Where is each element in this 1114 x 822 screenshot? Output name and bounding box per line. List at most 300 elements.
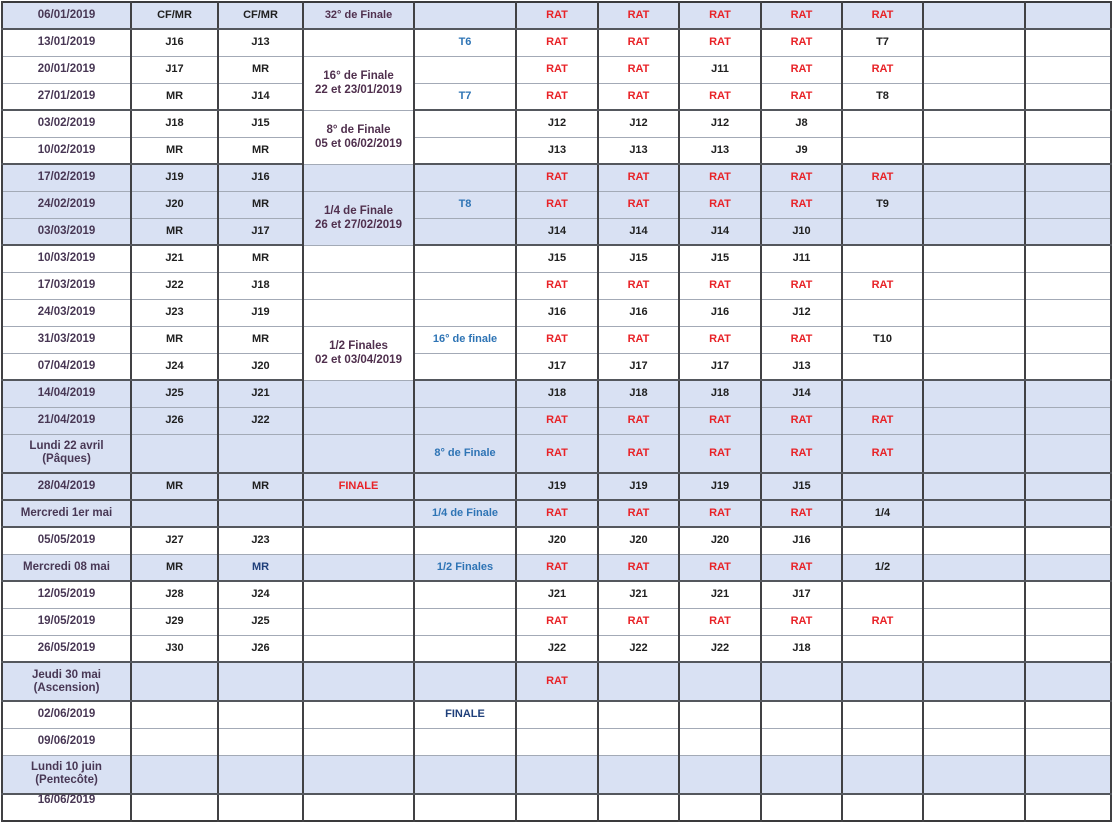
matchday-cell-2: MR <box>218 56 303 83</box>
matchday-cell-2: J17 <box>218 218 303 245</box>
value-cell: RAT <box>598 272 679 299</box>
cup-stage-cell <box>303 500 414 527</box>
cup-stage-cell <box>303 164 414 191</box>
value-cell <box>842 299 923 326</box>
empty-cell-2 <box>1025 407 1111 434</box>
stage-annotation-cell: T7 <box>414 83 516 110</box>
date-cell: 16/06/2019 <box>2 794 131 821</box>
matchday-cell-1: MR <box>131 326 218 353</box>
matchday-cell-2: J22 <box>218 407 303 434</box>
empty-cell-2 <box>1025 2 1111 29</box>
value-cell: RAT <box>598 434 679 473</box>
matchday-cell-2: J13 <box>218 29 303 56</box>
matchday-cell-2 <box>218 755 303 794</box>
cup-stage-cell <box>303 245 414 272</box>
value-cell: RAT <box>761 500 842 527</box>
stage-annotation-cell <box>414 299 516 326</box>
stage-annotation-cell <box>414 272 516 299</box>
value-cell: J13 <box>516 137 598 164</box>
value-cell <box>842 218 923 245</box>
date-cell: 21/04/2019 <box>2 407 131 434</box>
value-cell: J16 <box>761 527 842 554</box>
cup-stage-cell <box>303 794 414 821</box>
value-cell: RAT <box>679 326 761 353</box>
value-cell: RAT <box>761 272 842 299</box>
table-row <box>2 353 1111 380</box>
matchday-cell-1: MR <box>131 137 218 164</box>
season-calendar-table <box>1 1 1112 822</box>
matchday-cell-1 <box>131 794 218 821</box>
date-cell: 13/01/2019 <box>2 29 131 56</box>
value-cell: RAT <box>598 407 679 434</box>
value-cell: T9 <box>842 191 923 218</box>
stage-annotation-cell: FINALE <box>414 701 516 728</box>
stage-annotation-cell <box>414 110 516 137</box>
stage-annotation-cell <box>414 380 516 407</box>
date-cell: Lundi 10 juin (Pentecôte) <box>2 755 131 794</box>
value-cell: J17 <box>516 353 598 380</box>
value-cell: RAT <box>761 434 842 473</box>
value-cell <box>842 635 923 662</box>
matchday-cell-2: CF/MR <box>218 2 303 29</box>
value-cell: J11 <box>679 56 761 83</box>
empty-cell-2 <box>1025 272 1111 299</box>
date-cell: 17/03/2019 <box>2 272 131 299</box>
value-cell: RAT <box>516 56 598 83</box>
empty-cell-1 <box>923 554 1025 581</box>
date-cell: 31/03/2019 <box>2 326 131 353</box>
empty-cell-2 <box>1025 110 1111 137</box>
empty-cell-1 <box>923 527 1025 554</box>
value-cell <box>679 794 761 821</box>
table-row <box>2 83 1111 110</box>
value-cell <box>842 473 923 500</box>
value-cell <box>842 755 923 794</box>
value-cell <box>842 581 923 608</box>
matchday-cell-2: J19 <box>218 299 303 326</box>
matchday-cell-1 <box>131 755 218 794</box>
value-cell: J15 <box>679 245 761 272</box>
date-cell: 10/02/2019 <box>2 137 131 164</box>
value-cell: RAT <box>679 191 761 218</box>
empty-cell-1 <box>923 2 1025 29</box>
stage-annotation-cell: T6 <box>414 29 516 56</box>
date-cell: 14/04/2019 <box>2 380 131 407</box>
value-cell: J18 <box>598 380 679 407</box>
table-row <box>2 500 1111 527</box>
date-cell: 10/03/2019 <box>2 245 131 272</box>
value-cell <box>598 794 679 821</box>
value-cell: RAT <box>516 2 598 29</box>
cup-stage-cell: 8° de Finale 05 et 06/02/2019 <box>303 110 414 164</box>
empty-cell-1 <box>923 326 1025 353</box>
value-cell: J18 <box>761 635 842 662</box>
value-cell: RAT <box>679 83 761 110</box>
stage-annotation-cell <box>414 56 516 83</box>
date-cell: 02/06/2019 <box>2 701 131 728</box>
matchday-cell-1: J18 <box>131 110 218 137</box>
value-cell: RAT <box>598 2 679 29</box>
calendar-page <box>0 1 1114 806</box>
value-cell <box>761 662 842 701</box>
matchday-cell-1 <box>131 701 218 728</box>
stage-annotation-cell <box>414 728 516 755</box>
value-cell <box>679 728 761 755</box>
matchday-cell-1: J17 <box>131 56 218 83</box>
empty-cell-2 <box>1025 164 1111 191</box>
table-row <box>2 554 1111 581</box>
date-cell: 03/03/2019 <box>2 218 131 245</box>
stage-annotation-cell <box>414 662 516 701</box>
empty-cell-1 <box>923 473 1025 500</box>
value-cell: RAT <box>598 56 679 83</box>
table-row <box>2 755 1111 794</box>
value-cell: RAT <box>679 554 761 581</box>
empty-cell-1 <box>923 662 1025 701</box>
cup-stage-cell: 16° de Finale 22 et 23/01/2019 <box>303 56 414 110</box>
value-cell: J20 <box>679 527 761 554</box>
matchday-cell-1: J28 <box>131 581 218 608</box>
matchday-cell-1: J20 <box>131 191 218 218</box>
cup-stage-cell: FINALE <box>303 473 414 500</box>
matchday-cell-2: J24 <box>218 581 303 608</box>
stage-annotation-cell <box>414 2 516 29</box>
stage-annotation-cell: 16° de finale <box>414 326 516 353</box>
table-row <box>2 794 1111 821</box>
matchday-cell-2: MR <box>218 245 303 272</box>
empty-cell-1 <box>923 581 1025 608</box>
value-cell: RAT <box>761 554 842 581</box>
value-cell: RAT <box>679 407 761 434</box>
stage-annotation-cell <box>414 164 516 191</box>
value-cell: RAT <box>761 407 842 434</box>
empty-cell-1 <box>923 635 1025 662</box>
empty-cell-1 <box>923 794 1025 821</box>
empty-cell-1 <box>923 407 1025 434</box>
value-cell: RAT <box>679 164 761 191</box>
table-row <box>2 29 1111 56</box>
empty-cell-1 <box>923 218 1025 245</box>
empty-cell-2 <box>1025 434 1111 473</box>
date-cell: 26/05/2019 <box>2 635 131 662</box>
table-row <box>2 635 1111 662</box>
value-cell <box>598 755 679 794</box>
empty-cell-2 <box>1025 581 1111 608</box>
date-cell: Mercredi 08 mai <box>2 554 131 581</box>
date-cell: 06/01/2019 <box>2 2 131 29</box>
value-cell: J14 <box>679 218 761 245</box>
cup-stage-cell <box>303 380 414 407</box>
stage-annotation-cell <box>414 527 516 554</box>
cup-stage-cell <box>303 554 414 581</box>
cup-stage-cell <box>303 581 414 608</box>
cup-stage-cell <box>303 407 414 434</box>
value-cell: RAT <box>679 272 761 299</box>
matchday-cell-1: J21 <box>131 245 218 272</box>
matchday-cell-2: J25 <box>218 608 303 635</box>
empty-cell-1 <box>923 56 1025 83</box>
value-cell: J16 <box>598 299 679 326</box>
empty-cell-1 <box>923 728 1025 755</box>
empty-cell-1 <box>923 137 1025 164</box>
stage-annotation-cell: 1/4 de Finale <box>414 500 516 527</box>
empty-cell-1 <box>923 353 1025 380</box>
matchday-cell-2 <box>218 434 303 473</box>
value-cell: RAT <box>761 29 842 56</box>
matchday-cell-2 <box>218 701 303 728</box>
stage-annotation-cell <box>414 755 516 794</box>
value-cell <box>842 380 923 407</box>
cup-stage-cell <box>303 29 414 56</box>
matchday-cell-1: MR <box>131 83 218 110</box>
value-cell: J16 <box>516 299 598 326</box>
matchday-cell-1: J26 <box>131 407 218 434</box>
table-row <box>2 110 1111 137</box>
matchday-cell-2: MR <box>218 473 303 500</box>
value-cell: RAT <box>761 2 842 29</box>
value-cell: J22 <box>679 635 761 662</box>
value-cell: J13 <box>679 137 761 164</box>
empty-cell-1 <box>923 608 1025 635</box>
value-cell: RAT <box>516 191 598 218</box>
matchday-cell-2: J15 <box>218 110 303 137</box>
value-cell <box>598 662 679 701</box>
empty-cell-2 <box>1025 608 1111 635</box>
matchday-cell-2 <box>218 500 303 527</box>
value-cell: RAT <box>598 164 679 191</box>
date-cell: 28/04/2019 <box>2 473 131 500</box>
value-cell: J19 <box>516 473 598 500</box>
table-row <box>2 407 1111 434</box>
empty-cell-1 <box>923 755 1025 794</box>
matchday-cell-1: J24 <box>131 353 218 380</box>
table-row <box>2 2 1111 29</box>
matchday-cell-2 <box>218 728 303 755</box>
matchday-cell-2: MR <box>218 326 303 353</box>
value-cell: RAT <box>842 164 923 191</box>
table-row <box>2 218 1111 245</box>
table-row <box>2 191 1111 218</box>
stage-annotation-cell <box>414 794 516 821</box>
matchday-cell-2: MR <box>218 191 303 218</box>
stage-annotation-cell <box>414 353 516 380</box>
empty-cell-1 <box>923 299 1025 326</box>
table-row <box>2 326 1111 353</box>
matchday-cell-1: J19 <box>131 164 218 191</box>
value-cell <box>516 701 598 728</box>
cup-stage-cell: 32° de Finale <box>303 2 414 29</box>
table-row <box>2 701 1111 728</box>
value-cell <box>842 794 923 821</box>
value-cell: J18 <box>516 380 598 407</box>
stage-annotation-cell: T8 <box>414 191 516 218</box>
stage-annotation-cell <box>414 608 516 635</box>
value-cell: RAT <box>598 554 679 581</box>
value-cell <box>842 110 923 137</box>
empty-cell-1 <box>923 272 1025 299</box>
empty-cell-2 <box>1025 29 1111 56</box>
table-row <box>2 434 1111 473</box>
matchday-cell-1: J22 <box>131 272 218 299</box>
value-cell: RAT <box>516 326 598 353</box>
value-cell: RAT <box>516 500 598 527</box>
stage-annotation-cell <box>414 245 516 272</box>
value-cell: RAT <box>761 83 842 110</box>
value-cell: RAT <box>761 326 842 353</box>
value-cell: J22 <box>516 635 598 662</box>
date-cell: 17/02/2019 <box>2 164 131 191</box>
empty-cell-1 <box>923 191 1025 218</box>
value-cell <box>516 755 598 794</box>
empty-cell-1 <box>923 701 1025 728</box>
matchday-cell-2: J18 <box>218 272 303 299</box>
date-cell: Mercredi 1er mai <box>2 500 131 527</box>
matchday-cell-2: J26 <box>218 635 303 662</box>
value-cell: RAT <box>598 608 679 635</box>
matchday-cell-2 <box>218 794 303 821</box>
matchday-cell-2: J21 <box>218 380 303 407</box>
table-row <box>2 728 1111 755</box>
empty-cell-2 <box>1025 191 1111 218</box>
cup-stage-cell <box>303 662 414 701</box>
value-cell <box>842 245 923 272</box>
empty-cell-1 <box>923 29 1025 56</box>
date-cell: 03/02/2019 <box>2 110 131 137</box>
table-row <box>2 164 1111 191</box>
date-cell: 07/04/2019 <box>2 353 131 380</box>
matchday-cell-1 <box>131 662 218 701</box>
empty-cell-2 <box>1025 380 1111 407</box>
value-cell: J17 <box>679 353 761 380</box>
value-cell: J21 <box>516 581 598 608</box>
value-cell: RAT <box>842 434 923 473</box>
matchday-cell-1: J16 <box>131 29 218 56</box>
value-cell: J16 <box>679 299 761 326</box>
date-cell: Lundi 22 avril (Pâques) <box>2 434 131 473</box>
value-cell <box>598 728 679 755</box>
value-cell: RAT <box>842 608 923 635</box>
table-row <box>2 245 1111 272</box>
table-row <box>2 299 1111 326</box>
value-cell <box>761 701 842 728</box>
value-cell: J13 <box>761 353 842 380</box>
empty-cell-2 <box>1025 728 1111 755</box>
date-cell: 05/05/2019 <box>2 527 131 554</box>
stage-annotation-cell: 8° de Finale <box>414 434 516 473</box>
stage-annotation-cell <box>414 137 516 164</box>
empty-cell-2 <box>1025 794 1111 821</box>
matchday-cell-1 <box>131 500 218 527</box>
empty-cell-2 <box>1025 326 1111 353</box>
matchday-cell-2: J23 <box>218 527 303 554</box>
value-cell: T7 <box>842 29 923 56</box>
value-cell: J21 <box>598 581 679 608</box>
matchday-cell-1 <box>131 434 218 473</box>
cup-stage-cell <box>303 728 414 755</box>
date-cell: 09/06/2019 <box>2 728 131 755</box>
value-cell <box>842 701 923 728</box>
cup-stage-cell <box>303 299 414 326</box>
matchday-cell-1: MR <box>131 473 218 500</box>
value-cell: RAT <box>679 434 761 473</box>
table-row <box>2 608 1111 635</box>
cup-stage-cell <box>303 527 414 554</box>
value-cell: J12 <box>679 110 761 137</box>
value-cell: J20 <box>598 527 679 554</box>
value-cell: J12 <box>761 299 842 326</box>
table-row <box>2 56 1111 83</box>
value-cell: RAT <box>761 56 842 83</box>
cup-stage-cell <box>303 272 414 299</box>
value-cell <box>516 728 598 755</box>
value-cell: J12 <box>598 110 679 137</box>
value-cell: RAT <box>516 272 598 299</box>
value-cell: T10 <box>842 326 923 353</box>
value-cell: 1/2 <box>842 554 923 581</box>
value-cell: J18 <box>679 380 761 407</box>
cup-stage-cell <box>303 434 414 473</box>
value-cell: J22 <box>598 635 679 662</box>
table-row <box>2 272 1111 299</box>
value-cell: J17 <box>598 353 679 380</box>
empty-cell-2 <box>1025 635 1111 662</box>
value-cell: J19 <box>598 473 679 500</box>
value-cell: J20 <box>516 527 598 554</box>
value-cell: T8 <box>842 83 923 110</box>
empty-cell-2 <box>1025 701 1111 728</box>
empty-cell-1 <box>923 164 1025 191</box>
value-cell: RAT <box>598 191 679 218</box>
value-cell: RAT <box>842 407 923 434</box>
stage-annotation-cell <box>414 581 516 608</box>
empty-cell-1 <box>923 500 1025 527</box>
cup-stage-cell <box>303 701 414 728</box>
value-cell: RAT <box>761 191 842 218</box>
empty-cell-2 <box>1025 137 1111 164</box>
value-cell: J9 <box>761 137 842 164</box>
value-cell <box>679 701 761 728</box>
matchday-cell-1: MR <box>131 218 218 245</box>
value-cell <box>761 794 842 821</box>
matchday-cell-1: J25 <box>131 380 218 407</box>
empty-cell-2 <box>1025 353 1111 380</box>
date-cell: 19/05/2019 <box>2 608 131 635</box>
cup-stage-cell: 1/2 Finales 02 et 03/04/2019 <box>303 326 414 380</box>
value-cell: RAT <box>598 29 679 56</box>
value-cell: J17 <box>761 581 842 608</box>
value-cell: J12 <box>516 110 598 137</box>
value-cell: RAT <box>516 407 598 434</box>
empty-cell-2 <box>1025 527 1111 554</box>
value-cell: J13 <box>598 137 679 164</box>
value-cell: RAT <box>516 29 598 56</box>
date-cell: 27/01/2019 <box>2 83 131 110</box>
value-cell: J15 <box>516 245 598 272</box>
value-cell: J14 <box>761 380 842 407</box>
empty-cell-2 <box>1025 83 1111 110</box>
stage-annotation-cell <box>414 218 516 245</box>
value-cell: RAT <box>516 434 598 473</box>
matchday-cell-1: MR <box>131 554 218 581</box>
value-cell: J14 <box>516 218 598 245</box>
matchday-cell-2: J14 <box>218 83 303 110</box>
value-cell: RAT <box>842 272 923 299</box>
value-cell: RAT <box>516 83 598 110</box>
value-cell <box>842 137 923 164</box>
stage-annotation-cell <box>414 473 516 500</box>
value-cell: RAT <box>598 83 679 110</box>
matchday-cell-2: MR <box>218 137 303 164</box>
